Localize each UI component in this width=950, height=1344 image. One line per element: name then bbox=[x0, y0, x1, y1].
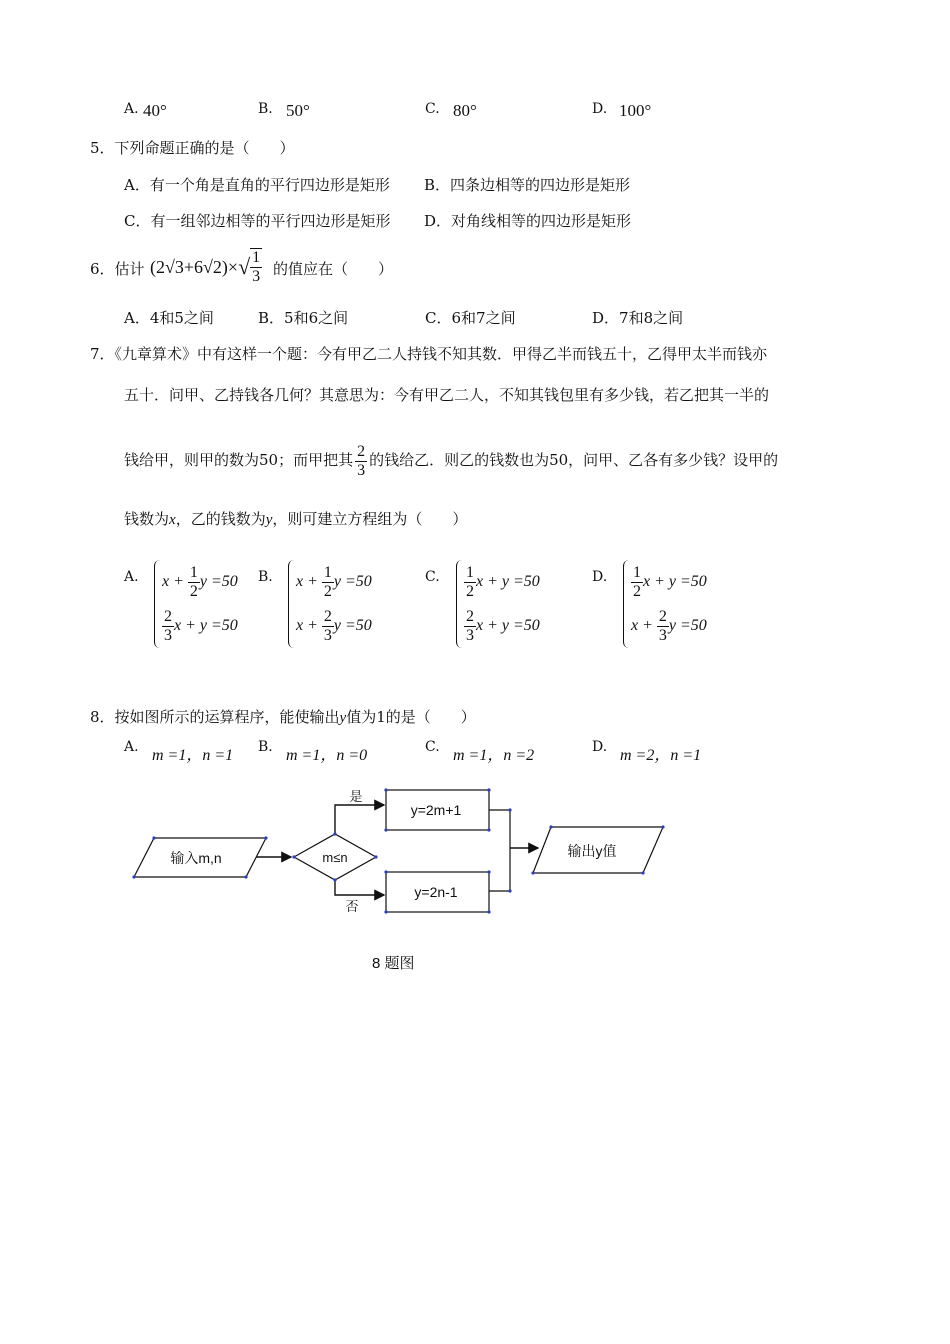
equation-2: x + $\frac{2}{3}$ y =50 bbox=[631, 608, 707, 644]
q5-option-d: D．对角线相等的四边形是矩形 bbox=[424, 212, 632, 230]
q6-fraction-denominator: 3 bbox=[252, 268, 261, 285]
q7-line-4-mid: ，乙的钱数为 bbox=[175, 510, 266, 528]
q4-option-c-value: 80° bbox=[453, 101, 477, 120]
flow-input-label: 输入m,n bbox=[170, 850, 222, 866]
equation-1: $\frac{1}{2}$ x + y =50 bbox=[633, 564, 707, 600]
equation-2: x + $\frac{2}{3}$ y =50 bbox=[296, 608, 372, 644]
q8-option-a-value: m =1，n =1 bbox=[152, 747, 234, 764]
q4-option-b-label: B. bbox=[258, 101, 273, 117]
q8-stem bbox=[90, 706, 476, 727]
brace bbox=[288, 560, 295, 648]
q4-option-a-label: A. bbox=[124, 101, 139, 117]
q7-option-a-label: A. bbox=[124, 569, 139, 585]
q5-option-b: B．四条边相等的四边形是矩形 bbox=[424, 176, 631, 194]
flow-decision-label: m≤n bbox=[322, 850, 348, 865]
q8-option-c-value: m =1，n =2 bbox=[453, 747, 535, 764]
q4-option-a-value: 40° bbox=[143, 101, 167, 120]
q6-option-d: D．7和8之间 bbox=[592, 309, 684, 327]
q6-number: 6．估计 bbox=[90, 260, 145, 278]
brace bbox=[154, 560, 161, 648]
q8-figure-caption: 8 题图 bbox=[372, 955, 415, 972]
q8-flowchart bbox=[0, 780, 950, 940]
q4-option-d-label: D. bbox=[592, 101, 608, 117]
equation-1: $\frac{1}{2}$ x + y =50 bbox=[466, 564, 540, 600]
flow-no-label: 否 bbox=[345, 900, 359, 915]
equation-2: $\frac{2}{3}$ x + y =50 bbox=[466, 608, 540, 644]
q8-option-b-value: m =1，n =0 bbox=[286, 747, 368, 764]
q8-var-y: y bbox=[339, 710, 347, 726]
q8-stem-start: 8．按如图所示的运算程序，能使输出 bbox=[90, 708, 340, 726]
q7-option-d-label: D. bbox=[592, 569, 608, 585]
q7-var-y: y bbox=[265, 512, 273, 528]
equation-1: x + $\frac{1}{2}$ y =50 bbox=[162, 564, 238, 600]
q4-option-b-value: 50° bbox=[286, 101, 310, 120]
q6-expression bbox=[150, 246, 262, 286]
q6-expression-left: (2√3+6√2)× bbox=[150, 257, 239, 277]
q5-stem: 5．下列命题正确的是（ ） bbox=[90, 139, 295, 157]
q7-fraction-numerator: 2 bbox=[357, 442, 366, 460]
brace bbox=[456, 560, 463, 648]
q6-tail: 的值应在（ ） bbox=[273, 260, 394, 278]
q8-option-a-label: A. bbox=[124, 739, 139, 755]
q7-option-c-label: C. bbox=[425, 569, 440, 585]
q8-option-d-value: m =2，n =1 bbox=[620, 747, 702, 764]
q4-option-c-label: C. bbox=[425, 101, 440, 117]
q7-line-4-start: 钱数为 bbox=[124, 510, 170, 528]
q8-option-c-label: C. bbox=[425, 739, 440, 755]
q7-line-1: 7．《九章算术》中有这样一个题：今有甲乙二人持钱不知其数．甲得乙半而钱五十，乙得甲太半而钱亦 bbox=[90, 345, 768, 363]
q8-option-d-label: D. bbox=[592, 739, 608, 755]
flow-no-box-label: y=2n-1 bbox=[414, 884, 458, 900]
q8-stem-end: 值为1的是（ ） bbox=[346, 708, 476, 726]
flow-yes-box-label: y=2m+1 bbox=[410, 802, 462, 818]
q6-option-a: A．4和5之间 bbox=[124, 309, 214, 327]
q8-option-b-label: B. bbox=[258, 739, 273, 755]
equation-2: $\frac{2}{3}$ x + y =50 bbox=[164, 608, 238, 644]
q7-line-2: 五十．问甲、乙持钱各几何？其意思为：今有甲乙二人，不知其钱包里有多少钱，若乙把其一半的 bbox=[124, 386, 770, 404]
q4-option-d-value: 100° bbox=[619, 101, 652, 120]
q7-line-3-start: 钱给甲，则甲的数为50；而甲把其 bbox=[124, 451, 354, 469]
q7-line-3 bbox=[124, 440, 778, 480]
flow-yes-label: 是 bbox=[349, 790, 363, 805]
q7-line-3-fraction bbox=[355, 443, 367, 480]
brace bbox=[623, 560, 630, 648]
q6-fraction-numerator: 1 bbox=[252, 249, 261, 266]
q6-option-c: C．6和7之间 bbox=[425, 309, 516, 327]
equation-1: x + $\frac{1}{2}$ y =50 bbox=[296, 564, 372, 600]
q7-line-4 bbox=[124, 508, 467, 529]
flow-arrow-yes bbox=[335, 805, 384, 834]
q6-sqrt-sign: √ bbox=[238, 254, 251, 279]
q7-var-x: x bbox=[169, 512, 176, 528]
q6-option-b: B．5和6之间 bbox=[258, 309, 349, 327]
q7-line-3-end: 的钱给乙．则乙的钱数也为50，问甲、乙各有多少钱？设甲的 bbox=[369, 451, 779, 469]
q5-option-a: A．有一个角是直角的平行四边形是矩形 bbox=[124, 176, 390, 194]
q7-line-4-end: ，则可建立方程组为（ ） bbox=[272, 510, 468, 528]
flow-arrow-no bbox=[335, 880, 384, 895]
q7-option-b-label: B. bbox=[258, 569, 273, 585]
q7-fraction-denominator: 3 bbox=[357, 461, 366, 479]
flow-output-label: 输出y值 bbox=[567, 843, 617, 859]
q6-fraction bbox=[250, 248, 262, 286]
q5-option-c: C．有一组邻边相等的平行四边形是矩形 bbox=[124, 212, 391, 230]
